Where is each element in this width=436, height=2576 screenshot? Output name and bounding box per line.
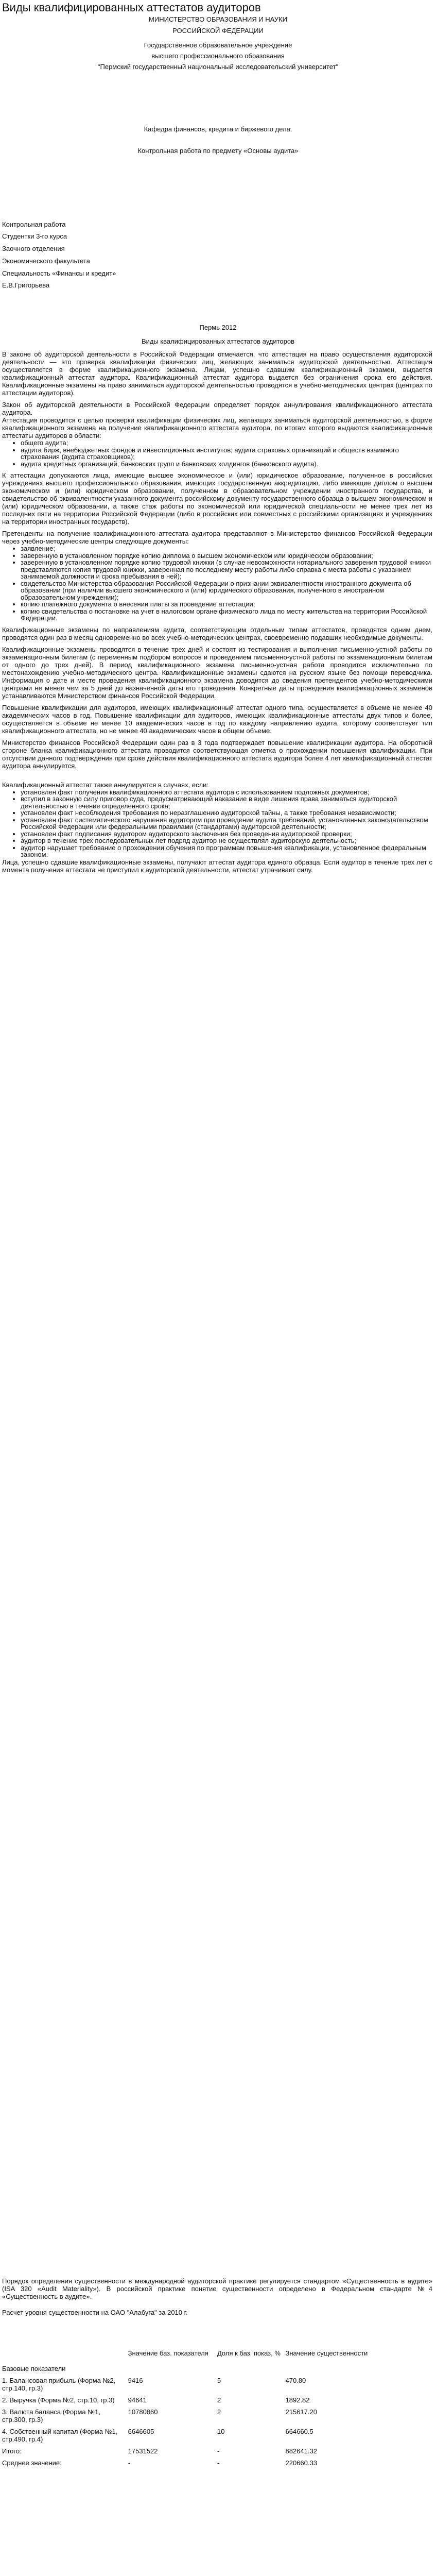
- paragraph: Расчет уровня существенности на ОАО "Алабуга" за 2010 г.: [2, 2309, 188, 2316]
- list-item: • вступил в законную силу приговор суда, предусматривающий наказание в виде лишения права заниматься аудиторской деятельностью в течение определенного срока;: [21, 795, 432, 809]
- list-item: • заверенную в установленном порядке копию трудовой книжки (в случае невозможности нотариального заверения трудовой книжки представляются копия трудовой книжки, заверенная по последнему месту работы либо справка с места работы с указанием занимаемой должности и срока пребывания в ней);: [21, 559, 432, 580]
- table-cell: 220660.33: [285, 2459, 317, 2467]
- table-cell: 470.80: [285, 2377, 306, 2384]
- table-cell: 2: [217, 2408, 221, 2416]
- qualification-types-list: [2, 439, 432, 467]
- main-text: [2, 350, 432, 874]
- section-heading: Виды квалифицированных аттестатов аудиторов: [141, 337, 295, 345]
- table-cell: 9416: [128, 2377, 143, 2384]
- student-line-2: Студентки 3-го курса: [2, 232, 67, 240]
- table-cell: 1. Балансовая прибыль (Форма №2, стр.140, гр.3): [2, 2377, 116, 2392]
- list-item: • общего аудита;: [21, 439, 432, 447]
- student-line-4: Экономического факультета: [2, 257, 90, 265]
- table-row: [2, 2443, 432, 2455]
- documents-list: [2, 545, 432, 622]
- list-item: • аудитор в течение трех последовательных лет подряд аудитор не осуществлял аудиторскую деятельность;: [21, 837, 432, 844]
- table-row: [2, 2455, 432, 2467]
- materiality-section: [2, 2277, 432, 2316]
- paragraph: Квалификационные экзамены по направлениям аудита, соответствующим отдельным типам аттестатов, проводятся одним днем, проводятся один раз в месяц одновременно во всех учебно-методических центрах, своевременно подавших необходимые документы.: [2, 625, 432, 641]
- table-header-cell: Базовые показатели: [2, 2365, 66, 2372]
- table-header-cell: Доля к баз. показ, %: [217, 2349, 281, 2357]
- table-cell: 3. Валюта баланса (Форма №1, стр.300, гр.3): [2, 2408, 101, 2424]
- table-cell: 215617.20: [285, 2408, 317, 2416]
- paragraph: Аттестация проводится с целью проверки квалификации физических лиц, желающих заниматься аудиторской деятельностью, в форме квалификационного экзамена на получение квалификационного аттестата аудитора, по итогам которого выдаются квалификационные аттестаты аудиторов в области:: [2, 416, 432, 439]
- paragraph: Порядок определения существенности в международной аудиторской практике регулируется стандартом «Существенность в аудите» (ISA 320 «Audit Materiality»). В российской практике понятие существенности определено в Федеральном стандарте №4 «Существенность в аудите».: [2, 2277, 432, 2300]
- table-cell: 1892.82: [285, 2396, 310, 2404]
- table-cell: 5: [217, 2377, 221, 2384]
- paragraph: Квалификационные экзамены проводятся в течение трех дней и состоят из тестирования и выполнения письменно-устной работы по экзаменационным билетам (с переменным подбором вопросов и проведением письменно-устной работы по экзаменационным билетам от одного до трех дней). В период квалификационного экзамена письменно-устная работа проводится исключительно по местонахождению учебно-методического центра. Квалификационные экзамены сдаются на русском языке без помощи переводчика. Информация о дате и месте проведения квалификационного экзамена доводится до сведения претендентов учебно-методическими центрами не менее чем за 5 дней до назначенной даты его проведения. Конкретные даты проведения квалификационных экзаменов устанавливаются Министерством финансов Российской Федерации.: [2, 645, 432, 700]
- list-item: • установлен факт подписания аудитором аудиторского заключения без проведения аудиторской проверки;: [21, 831, 432, 838]
- work-title: Контрольная работа по предмету «Основы аудита»: [137, 147, 299, 155]
- table-header-row: [2, 2349, 432, 2372]
- ministry-line: МИНИСТЕРСТВО ОБРАЗОВАНИЯ И НАУКИ: [149, 15, 287, 23]
- city-year: Пермь 2012: [199, 324, 237, 331]
- country-line: РОССИЙСКОЙ ФЕДЕРАЦИИ: [172, 27, 264, 35]
- table-header-cell: Значение баз. показателя: [128, 2349, 208, 2357]
- paragraph: К аттестации допускаются лица, имеющие высшее экономическое и (или) юридическое образование, полученное в российских учреждениях высшего профессионального образования, имеющих государственную аккредитацию, либо имеющие диплом о высшем экономическом и (или) юридическом образовании, полученном в образовательном учреждении иностранного государства, и свидетельство об эквивалентности указанного документа российскому документу государственного образца о высшем экономическом и (или) юридическом образовании, а также стаж работы по экономической или юридической специальности не менее трех лет из последних пяти на территории Российской Федерации (либо в российских или совместных с российскими организациях и учреждениях на территории иностранных государств).: [2, 471, 432, 526]
- document-title: Виды квалифицированных аттестатов аудиторов: [2, 1, 261, 14]
- annulment-cases-list: [2, 789, 432, 858]
- student-line-6: Е.В.Григорьева: [2, 281, 50, 289]
- paragraph: В законе об аудиторской деятельности в Российской Федерации отмечается, что аттестация на право осуществления аудиторской деятельности — это проверка квалификации физических лиц, желающих заниматься аудиторской деятельностью. Аттестация осуществляется в форме квалификационного экзамена. Лицам, успешно сдавшим квалификационный экзамен, выдается квалификационный аттестат аудитора. Квалификационный аттестат аудитора выдается без ограничения срока его действия. Квалификационные экзамены на право заниматься аудиторской деятельностью проводятся в учебно-методических центрах (центрах по аттестации аудиторов).: [2, 350, 432, 397]
- list-item: • свидетельство Министерства образования Российской Федерации о признании эквивалентности иностранного документа об образовании (при наличии высшего экономического и (или) юридического образования, полученного в иностранном образовательном учреждении);: [21, 580, 432, 601]
- institution-line-2: высшего профессионального образования: [151, 52, 285, 60]
- table-cell: 6646605: [128, 2428, 154, 2435]
- department-line: Кафедра финансов, кредита и биржевого дела.: [144, 125, 292, 133]
- materiality-table: [2, 2349, 432, 2467]
- institution-line-1: Государственное образовательное учреждение: [144, 41, 292, 49]
- table-cell: 10780860: [128, 2408, 158, 2416]
- table-cell: 17531522: [128, 2447, 158, 2455]
- table-cell: 2. Выручка (Форма №2, стр.10, гр.3): [2, 2396, 115, 2404]
- student-line-3: Заочного отделения: [2, 245, 65, 252]
- list-item: • копию свидетельства о постановке на учет в налоговом органе физического лица по месту жительства на территории Российской Федерации.: [21, 608, 432, 622]
- list-item: • аудита бирж, внебюджетных фондов и инвестиционных институтов; аудита страховых организаций и обществ взаимного страхования (аудита страховщиков);: [21, 447, 432, 461]
- table-header-cell: Значение существенности: [285, 2349, 368, 2357]
- table-cell: 664660.5: [285, 2428, 313, 2435]
- table-row: [2, 2392, 432, 2404]
- table-cell: Среднее значение:: [2, 2459, 62, 2467]
- list-item: • аудитор нарушает требование о прохождении обучения по программам повышения квалификации, установленное федеральным законом.: [21, 844, 432, 858]
- list-item: • аудита кредитных организаций, банковских групп и банковских холдингов (банковского аудита).: [21, 461, 432, 468]
- table-cell: -: [128, 2459, 131, 2467]
- paragraph: Квалификационный аттестат также аннулируется в случаях, если:: [2, 781, 209, 789]
- institution-line-3: "Пермский государственный национальный исследовательский университет": [97, 63, 339, 71]
- table-cell: -: [217, 2459, 220, 2467]
- student-line-5: Специальность «Финансы и кредит»: [2, 269, 116, 277]
- table-cell: 10: [217, 2428, 225, 2435]
- student-line-1: Контрольная работа: [2, 221, 66, 228]
- paragraph: Лица, успешно сдавшие квалификационные экзамены, получают аттестат аудитора единого образца. Если аудитор в течение трех лет с момента получения аттестата не приступил к аудиторской деятельности, аттестат утрачивает силу.: [2, 858, 432, 874]
- list-item: • копию платежного документа о внесении платы за проведение аттестации;: [21, 601, 432, 608]
- table-cell: 2: [217, 2396, 221, 2404]
- table-cell: 882641.32: [285, 2447, 317, 2455]
- list-item: • установлен факт получения квалификационного аттестата аудитора с использованием подложных документов;: [21, 789, 432, 796]
- table-cell: -: [217, 2447, 220, 2455]
- table-row: [2, 2404, 432, 2424]
- table-cell: 4. Собственный капитал (Форма №1, стр.490, гр.4): [2, 2428, 118, 2443]
- list-item: • заверенную в установленном порядке копию диплома о высшем экономическом или юридическом образовании;: [21, 552, 432, 560]
- paragraph: Повышение квалификации для аудиторов, имеющих квалификационный аттестат одного типа, осуществляется в объеме не менее 40 академических часов в год. Повышение квалификации для аудиторов, имеющих квалификационные аттестаты двух типов и более, осуществляется в объеме не менее 10 академических часов в год по каждому направлению аудита, которому соответствует тип квалификационного аттестата, но не менее 40 академических часов в общем объеме.: [2, 703, 432, 735]
- paragraph: Министерство финансов Российской Федерации один раз в 3 года подтверждает повышение квалификации аудитора. На оборотной стороне бланка квалификационного аттестата проводится соответствующая отметка о прохождении повышения квалификации. При отсутствии данного подтверждения при сроке действия квалификационного аттестата аудитора более 4 лет квалификационный аттестат аудитора аннулируется.: [2, 738, 432, 770]
- paragraph: Претенденты на получение квалификационного аттестата аудитора представляют в Министерство финансов Российской Федерации через учебно-методические центры следующие документы:: [2, 530, 432, 545]
- paragraph: Закон об аудиторской деятельности в Российской Федерации определяет порядок аннулирования квалификационного аттестата аудитора.: [2, 401, 432, 416]
- table-cell: Итого:: [2, 2447, 22, 2455]
- list-item: • установлен факт систематического нарушения аудитором при проведении аудита требований, установленных законодательством Российской Федерации или федеральными правилами (стандартами) аудиторской деятельности;: [21, 817, 432, 831]
- table-row: [2, 2372, 432, 2392]
- table-cell: 94641: [128, 2396, 147, 2404]
- list-item: • установлен факт несоблюдения требования по неразглашению аудиторской тайны, а также требования независимости;: [21, 809, 432, 817]
- list-item: • заявление;: [21, 545, 432, 552]
- table-row: [2, 2424, 432, 2443]
